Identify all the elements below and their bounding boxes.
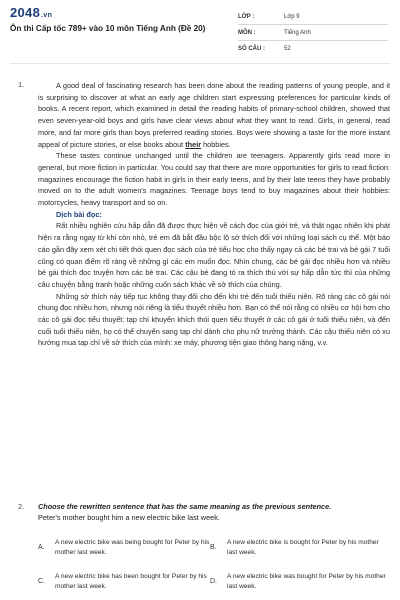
- option-text: A new electric bike is bought for Peter by his mother last week.: [227, 539, 379, 556]
- logo-suffix-text: .vn: [41, 12, 53, 19]
- exam-title: Ôn thi Cấp tốc 789+ vào 10 môn Tiếng Anh (Đề 20): [10, 24, 206, 33]
- option-letter: D.: [210, 578, 217, 585]
- meta-key: LỚP :: [238, 14, 255, 20]
- logo-main-text: 2048: [10, 5, 41, 20]
- option-text: A new electric bike was bought for Peter by his mother last week.: [227, 573, 386, 590]
- meta-divider: [238, 24, 388, 25]
- option-letter: C.: [38, 578, 45, 585]
- option-text: A new electric bike was being bought for Peter by his mother last week.: [55, 539, 210, 556]
- translation-paragraph-1: Rất nhiều nghiên cứu hấp dẫn đã được thực hiện về cách đọc của giới trẻ, và thật ngạc nhiên khi phát hiện ra rằng ngay từ khi còn nhỏ, trẻ em đã bắt đầu bộc lộ sở thích đối với những loại sách cụ thể. Một báo cáo gần đây xem xét chi tiết thói quen đọc sách của trẻ tiểu học cho thấy ngay cả các bé trai và bé gái 7 tuổi cũng có quan điểm rõ ràng về những gì các em muốn đọc. Nhìn chung, các bé gái đọc nhiều hơn và nhiều bé gái thích đọc truyện hơn các bé trai. Các cậu bé đang tỏ ra thích thú với sự hấp dẫn tức thì của những câu chuyện bằng tranh hoặc những cuốn sách khác về sở thích của chúng.: [38, 221, 390, 289]
- meta-divider: [238, 40, 388, 41]
- paragraph-text: hobbies.: [203, 139, 231, 149]
- page-header: [0, 0, 400, 62]
- question-2-prompt: [38, 502, 390, 523]
- paragraph-text: A good deal of fascinating research has been done about the reading patterns of young people, and it is surprising to discover at what an early age children start expressing preferences for particular kinds of books. A recent report, which examined in detail the reading habits of primary-school children, showed that even seven-year-old boys and girls have clear views about what they want to read. Girls, in general, read more, and far more girls than boys preferred reading stories. Boys were showing a taste for the more instant appeal of picture stories, or else books about: [38, 81, 390, 149]
- meta-key: SỐ CÂU :: [238, 46, 265, 52]
- meta-value: Lớp 9: [284, 14, 300, 20]
- meta-key: MÔN :: [238, 30, 256, 36]
- question-sentence: Peter's mother bought him a new electric bike last week.: [38, 512, 220, 522]
- question-number: 2.: [18, 502, 25, 511]
- translation-paragraph-2: Những sở thích này tiếp tục không thay đổi cho đến khi trẻ đến tuổi thiếu niên. Rõ ràng các cô gái nói chung đọc nhiều hơn, nhưng nói riêng là tiểu thuyết nhiều hơn. Bạn có thể nói rằng có nhiều cơ hội hơn cho các cô gái đọc tiểu thuyết: tạp chí khuyến khích thói quen tiểu thuyết ở các cô gái ở tuổi thiếu niên, và đến cuối tuổi thiếu niên, họ có thể chuyển sang tạp chí dành cho phụ nữ trưởng thành. Các cậu thiếu niên có xu hướng mua tạp chí về sở thích của mình: xe máy, phương tiện giao thông hạng nặng, v.v.: [38, 291, 390, 348]
- reading-paragraph-2: These tastes continue unchanged until the children are teenagers. Apparently girls read more in general, but more fiction in particular. You could say that there are more opportunities for girls to read fiction: magazines encourage the fiction habit in girls in their early teens, and by their late teens they have probably moved on to the adult women's magazines. Teenage boys tend to buy magazines about their hobbies: motorcycles, heavy transport and so on.: [38, 151, 390, 208]
- header-divider: [10, 63, 390, 64]
- site-logo[interactable]: [10, 5, 52, 20]
- meta-value: 52: [284, 46, 291, 52]
- meta-value: Tiếng Anh: [284, 30, 311, 36]
- option-letter: B.: [210, 544, 217, 551]
- question-1-content: [38, 80, 390, 349]
- reading-paragraph-1: [38, 80, 390, 150]
- option-letter: A.: [38, 544, 45, 551]
- question-number: 1.: [18, 80, 25, 89]
- translation-heading: Dịch bài đọc:: [56, 209, 102, 219]
- option-text: A new electric bike has been bought for Peter by his mother last week.: [55, 573, 207, 590]
- question-instruction: Choose the rewritten sentence that has the same meaning as the previous sentence.: [38, 502, 332, 511]
- underlined-word: their: [185, 139, 202, 149]
